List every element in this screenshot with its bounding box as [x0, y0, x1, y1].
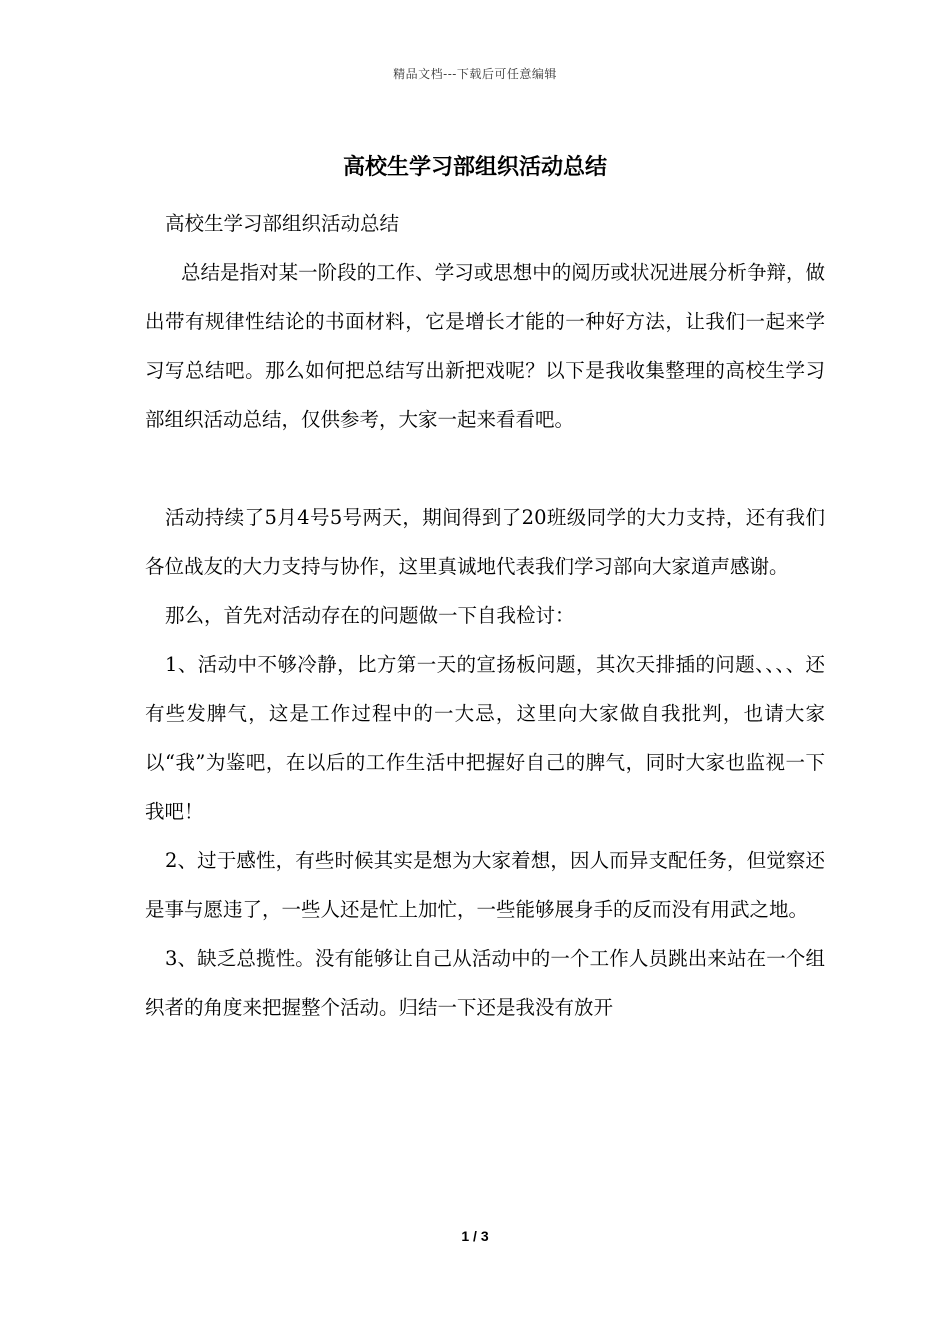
paragraph-spacer [145, 444, 825, 493]
document-title: 高校生学习部组织活动总结 [342, 154, 607, 180]
body-subtitle: 高校生学习部组织活动总结 [165, 212, 400, 235]
body-paragraph-review: 那么，首先对活动存在的问题做一下自我检讨： [165, 604, 575, 627]
body-paragraph-point-2: 2、过于感性，有些时候其实是想为大家着想，因人而异支配任务，但觉察还是事与愿违了，一些人还是忙上加忙，一些能够展身手的反而没有用武之地。 [145, 849, 825, 921]
body-paragraph-point-1: 1、活动中不够冷静，比方第一天的宣扬板问题，其次天排插的问题、、、、还有些发脾气，这是工作过程中的一大忌，这里向大家做自我批判，也请大家以“我”为鉴吧，在以后的工作生活中把握好自己的脾气，同时大家也监视一下我吧！ [145, 653, 825, 823]
header-note: 精品文档---下载后可任意编辑 [393, 67, 557, 81]
document-body [145, 199, 825, 1032]
page-indicator: 1 / 3 [461, 1228, 489, 1244]
body-paragraph-point-3: 3、缺乏总揽性。没有能够让自己从活动中的一个工作人员跳出来站在一个组织者的角度来把握整个活动。归结一下还是我没有放开 [145, 947, 825, 1019]
body-paragraph-activity: 活动持续了5月4号5号两天，期间得到了20班级同学的大力支持，还有我们各位战友的大力支持与协作，这里真诚地代表我们学习部向大家道声感谢。 [145, 506, 825, 578]
body-paragraph-intro: 总结是指对某一阶段的工作、学习或思想中的阅历或状况进展分析争辩，做出带有规律性结论的书面材料，它是增长才能的一种好方法，让我们一起来学习写总结吧。那么如何把总结写出新把戏呢？以下是我收集整理的高校生学习部组织活动总结，仅供参考，大家一起来看看吧。 [145, 261, 825, 431]
